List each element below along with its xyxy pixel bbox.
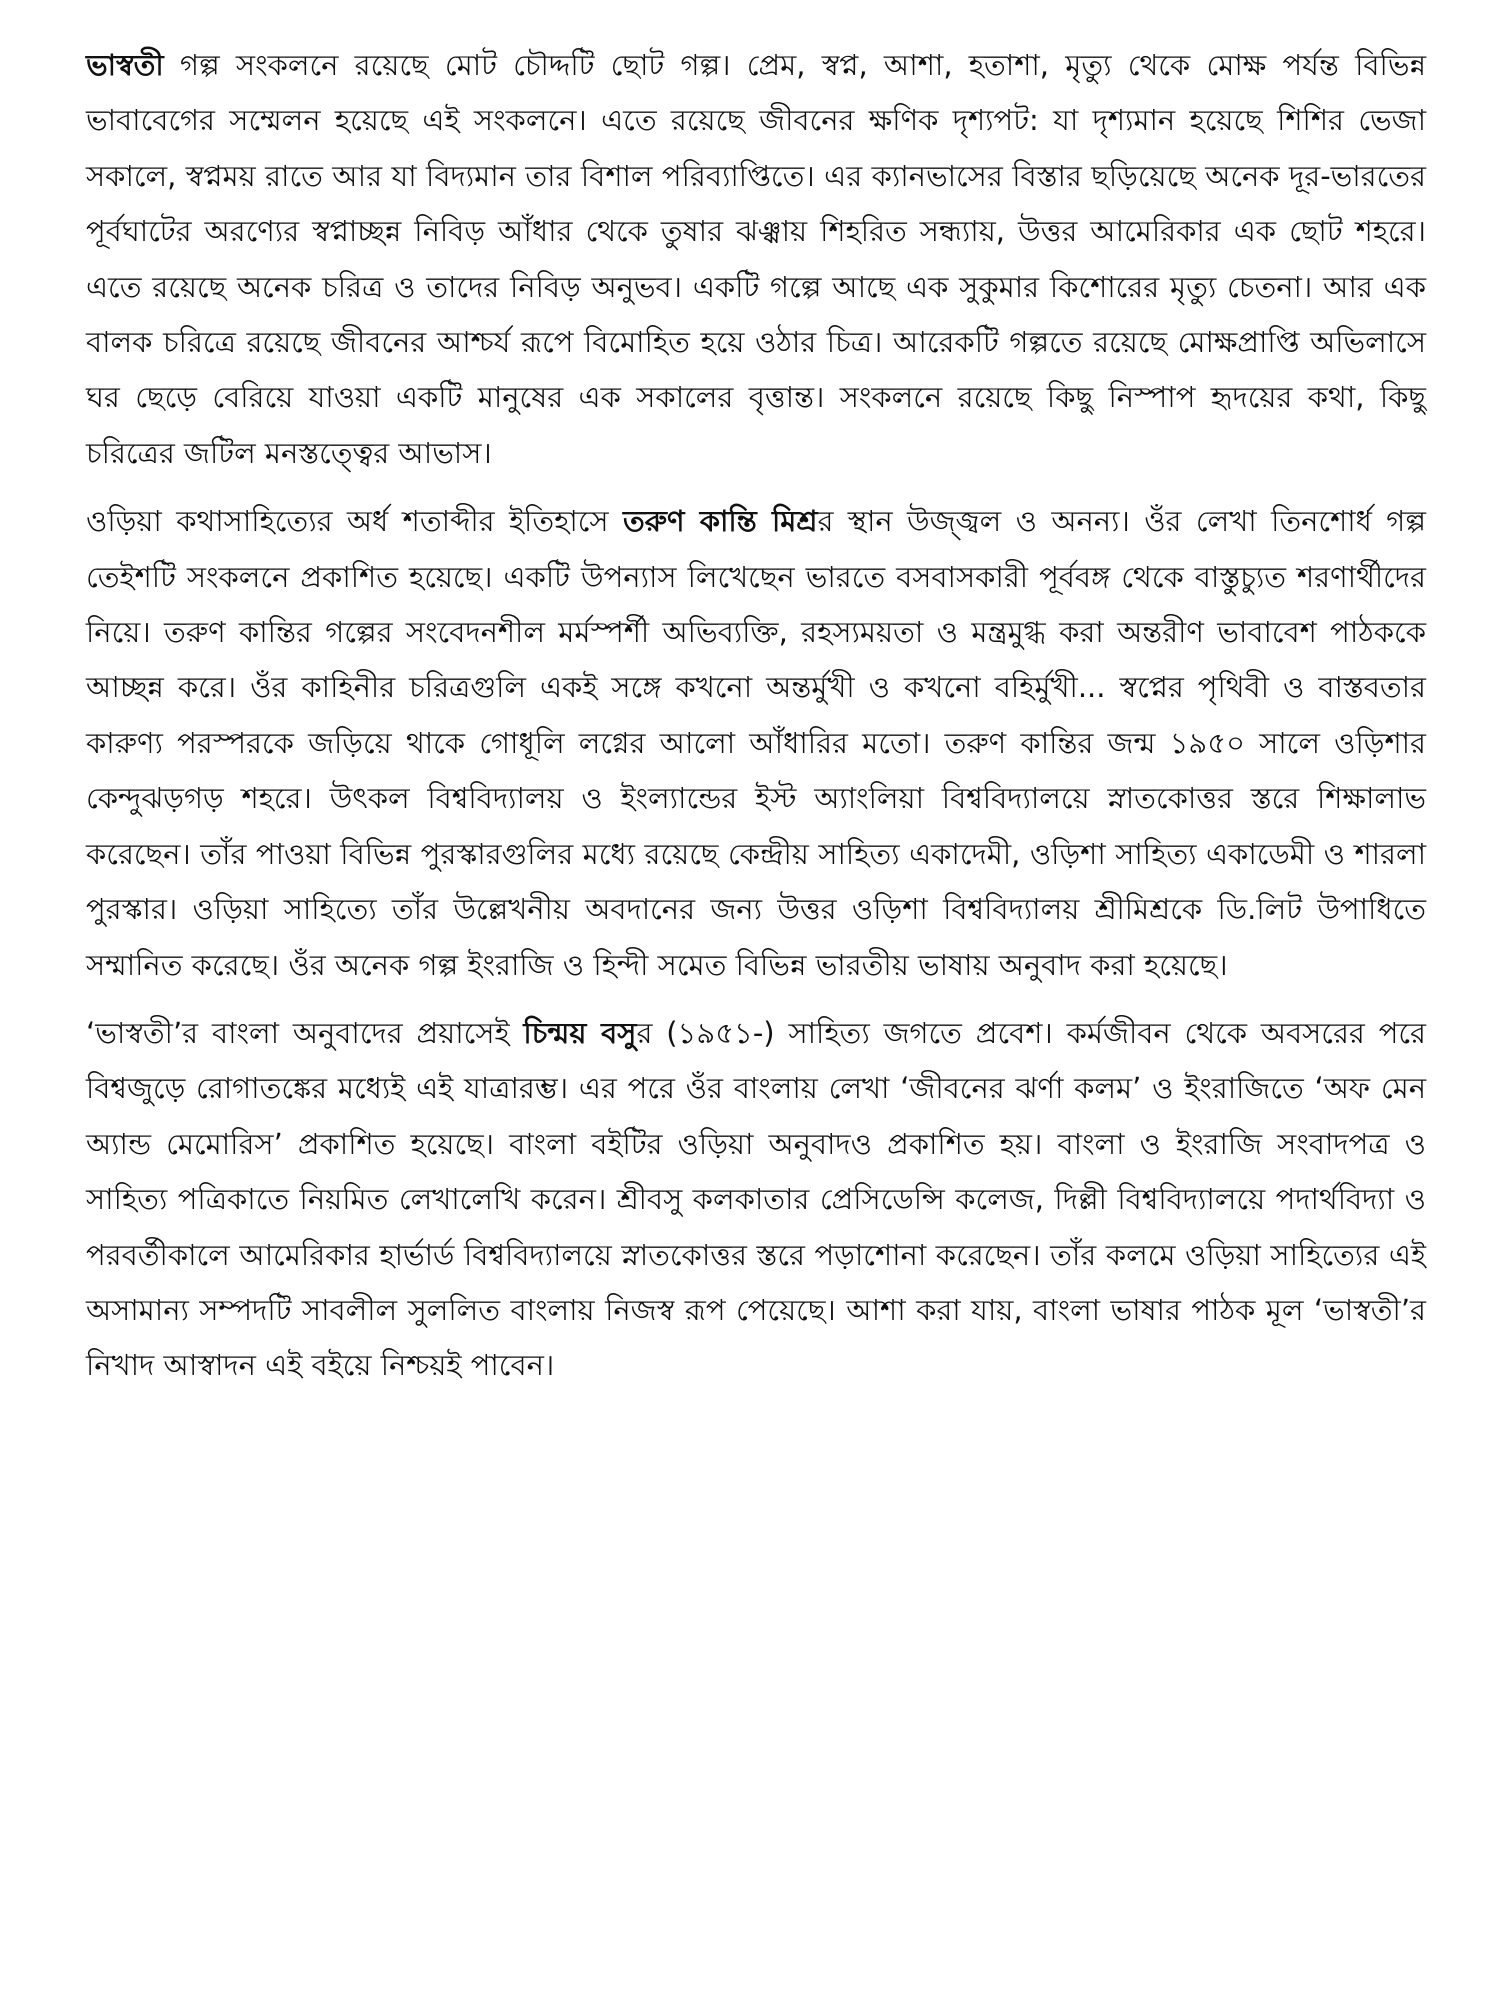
- paragraph-text: গল্প সংকলনে রয়েছে মোট চৌদ্দটি ছোট গল্প। প্রেম, স্বপ্ন, আশা, হতাশা, মৃত্যু থেকে মোক্ষ পর্যন্ত বিভিন্ন ভাবাবেগের সম্মেলন হয়েছে এই সংকলনে। এতে রয়েছে জীবনের ক্ষণিক দৃশ্যপট: যা দৃশ্যমান হয়েছে শিশির ভেজা সকালে, স্বপ্নময় রাতে আর যা বিদ্যমান তার বিশাল পরিব্যাপ্তিতে। এর ক্যানভাসের বিস্তার ছড়িয়েছে অনেক দূর-ভারতের পূর্বঘাটের অরণ্যের স্বপ্নাচ্ছন্ন নিবিড় আঁধার থেকে তুষার ঝঞ্ঝায় শিহরিত সন্ধ্যায়, উত্তর আমেরিকার এক ছোট শহরে। এতে রয়েছে অনেক চরিত্র ও তাদের নিবিড় অনুভব। একটি গল্পে আছে এক সুকুমার কিশোরের মৃত্যু চেতনা। আর এক বালক চরিত্রে রয়েছে জীবনের আশ্চর্য রূপে বিমোহিত হয়ে ওঠার চিত্র। আরেকটি গল্পতে রয়েছে মোক্ষপ্রাপ্তি অভিলাসে ঘর ছেড়ে বেরিয়ে যাওয়া একটি মানুষের এক সকালের বৃত্তান্ত। সংকলনে রয়েছে কিছু নিস্পাপ হৃদয়ের কথা, কিছু চরিত্রের জটিল মনস্তত্ত্বের আভাস।: [86, 48, 1426, 470]
- paragraph-translator-bio: [86, 1006, 1426, 1394]
- paragraph-collection-summary: [86, 38, 1426, 481]
- paragraph-text: ওড়িয়া কথাসাহিত্যের অর্ধ শতাব্দীর ইতিহাসে: [86, 504, 623, 539]
- paragraph-text: র স্থান উজ্জ্বল ও অনন্য। ওঁর লেখা তিনশোর্ধ গল্প তেইশটি সংকলনে প্রকাশিত হয়েছে। একটি উপন্যাস লিখেছেন ভারতে বসবাসকারী পূর্ববঙ্গ থেকে বাস্তুচ্যুত শরণার্থীদের নিয়ে। তরুণ কান্তির গল্পের সংবেদনশীল মর্মস্পর্শী অভিব্যক্তি, রহস্যময়তা ও মন্ত্রমুগ্ধ করা অন্তরীণ ভাবাবেশ পাঠককে আচ্ছন্ন করে। ওঁর কাহিনীর চরিত্রগুলি একই সঙ্গে কখনো অন্তর্মুখী ও কখনো বহির্মুখী... স্বপ্নের পৃথিবী ও বাস্তবতার কারুণ্য পরস্পরকে জড়িয়ে থাকে গোধূলি লগ্নের আলো আঁধারির মতো। তরুণ কান্তির জন্ম ১৯৫০ সালে ওড়িশার কেন্দুঝড়গড় শহরে। উৎকল বিশ্ববিদ্যালয় ও ইংল্যান্ডের ইস্ট অ্যাংলিয়া বিশ্ববিদ্যালয়ে স্নাতকোত্তর স্তরে শিক্ষালাভ করেছেন। তাঁর পাওয়া বিভিন্ন পুরস্কারগুলির মধ্যে রয়েছে কেন্দ্রীয় সাহিত্য একাদেমী, ওড়িশা সাহিত্য একাডেমী ও শারলা পুরস্কার। ওড়িয়া সাহিত্যে তাঁর উল্লেখনীয় অবদানের জন্য উত্তর ওড়িশা বিশ্ববিদ্যালয় শ্রীমিশ্রকে ডি.লিট উপাধিতে সম্মানিত করেছে। ওঁর অনেক গল্প ইংরাজি ও হিন্দী সমেত বিভিন্ন ভারতীয় ভাষায় অনুবাদ করা হয়েছে।: [86, 504, 1427, 982]
- book-title: ভাস্বতী: [86, 48, 164, 82]
- author-name: তরুণ কান্তি মিশ্র: [622, 504, 818, 539]
- book-blurb-page: [86, 38, 1426, 1394]
- paragraph-author-bio: [86, 494, 1426, 993]
- paragraph-text: র (১৯৫১-) সাহিত্য জগতে প্রবেশ। কর্মজীবন থেকে অবসরের পরে বিশ্বজুড়ে রোগাতঙ্কের মধ্যেই এই যাত্রারম্ভ। এর পরে ওঁর বাংলায় লেখা ‘জীবনের ঝর্ণা কলম’ ও ইংরাজিতে ‘অফ মেন অ্যান্ড মেমোরিস’ প্রকাশিত হয়েছে। বাংলা বইটির ওড়িয়া অনুবাদও প্রকাশিত হয়। বাংলা ও ইংরাজি সংবাদপত্র ও সাহিত্য পত্রিকাতে নিয়মিত লেখালেখি করেন। শ্রীবসু কলকাতার প্রেসিডেন্সি কলেজ, দিল্লী বিশ্ববিদ্যালয়ে পদার্থবিদ্যা ও পরবর্তীকালে আমেরিকার হার্ভার্ড বিশ্ববিদ্যালয়ে স্নাতকোত্তর স্তরে পড়াশোনা করেছেন। তাঁর কলমে ওড়িয়া সাহিত্যের এই অসামান্য সম্পদটি সাবলীল সুললিত বাংলায় নিজস্ব রূপ পেয়েছে। আশা করা যায়, বাংলা ভাষার পাঠক মূল ‘ভাস্বতী’র নিখাদ আস্বাদন এই বইয়ে নিশ্চয়ই পাবেন।: [86, 1015, 1426, 1383]
- paragraph-text: ‘ভাস্বতী’র বাংলা অনুবাদের প্রয়াসেই: [86, 1015, 524, 1050]
- translator-name: চিন্ময় বসু: [523, 1015, 637, 1050]
